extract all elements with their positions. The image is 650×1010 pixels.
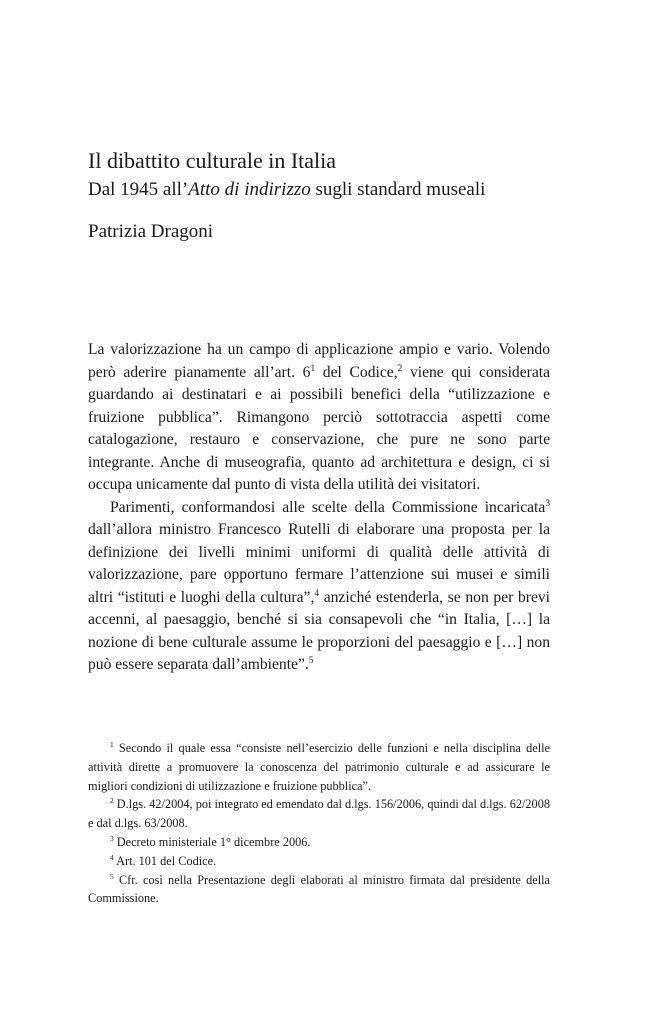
footnote-ref-5[interactable]: 5 <box>308 655 314 666</box>
paragraph-2-text-c: anziché estenderla, se non per brevi accenni, al paesaggio, benché si sia consapevoli che “in Italia, […] la nozione di bene culturale assume le proporzioni del paesaggio e […] non può essere separata dall’ambiente”. <box>88 588 551 673</box>
footnote-1 <box>88 739 550 795</box>
body-text <box>88 339 550 677</box>
subtitle-end: sugli standard museali <box>310 179 486 200</box>
footnote-text: Decreto ministeriale 1° dicembre 2006. <box>113 834 311 849</box>
footnote-number: 5 <box>110 871 114 881</box>
footnote-ref-3[interactable]: 3 <box>545 498 550 509</box>
footnote-ref-1[interactable]: 1 <box>310 363 316 374</box>
footnote-number: 4 <box>110 852 114 862</box>
paragraph-1-text-b: del Codice, <box>315 363 398 381</box>
footnote-number: 1 <box>110 739 114 749</box>
footnote-5 <box>88 871 550 909</box>
chapter-subtitle <box>88 178 485 202</box>
footnote-ref-2[interactable]: 2 <box>397 363 403 374</box>
chapter-title: Il dibattito culturale in Italia <box>88 148 337 173</box>
paragraph-1-text-c: viene qui considerata guardando ai destinatari e ai possibili benefici della “utilizzazione e fruizione pubblica”. Rimangono perciò sottotraccia aspetti come catalogazione, restauro e conservazione, che pure ne sono parte integrante. Anche di museografia, quanto ad architettura e design, ci si occupa unicamente dal punto di vista della utilità dei visitatori. <box>88 363 550 493</box>
footnotes <box>88 739 550 908</box>
footnote-text: Cfr. così nella Presentazione degli elaborati al ministro firmata dal presidente della Commissione. <box>88 872 550 906</box>
footnote-2 <box>88 795 550 833</box>
footnote-text: Secondo il quale essa “consiste nell’esercizio delle funzioni e nella disciplina delle attività dirette a promuovere la conoscenza del patrimonio culturale e ad assicurare le migliori condizioni di utilizzazione e fruizione pubblica”. <box>88 741 550 793</box>
paragraph-2-text-a: Parimenti, conformandosi alle scelte della Commissione incaricata <box>110 498 546 516</box>
footnote-number: 2 <box>110 796 114 806</box>
author-name: Patrizia Dragoni <box>88 221 214 242</box>
footnote-3 <box>88 833 550 852</box>
footnote-ref-4[interactable]: 4 <box>314 588 320 599</box>
footnote-number: 3 <box>110 833 114 843</box>
paragraph-1 <box>88 339 550 497</box>
subtitle-italic: Atto di indirizzo <box>188 179 311 200</box>
paragraph-2-text-b: dall’allora ministro Francesco Rutelli di elaborare una proposta per la definizione dei livelli minimi uniformi di qualità delle attività di valorizzazione, pare opportuno fermare l’attenzione sui musei e simili altri “istituti e luoghi della cultura”, <box>88 521 550 606</box>
footnote-4 <box>88 852 550 871</box>
footnote-text: D.lgs. 42/2004, poi integrato ed emendato dal d.lgs. 156/2006, quindi dal d.lgs. 62/2008 e dal d.lgs. 63/2008. <box>88 797 550 831</box>
paragraph-1-text-a: La valorizzazione ha un campo di applicazione ampio e vario. Volendo però aderire pianamente all’art. 6 <box>88 341 550 381</box>
paragraph-2 <box>88 497 550 677</box>
subtitle-start: Dal 1945 all’ <box>88 179 189 200</box>
footnote-text: Art. 101 del Codice. <box>113 853 217 868</box>
